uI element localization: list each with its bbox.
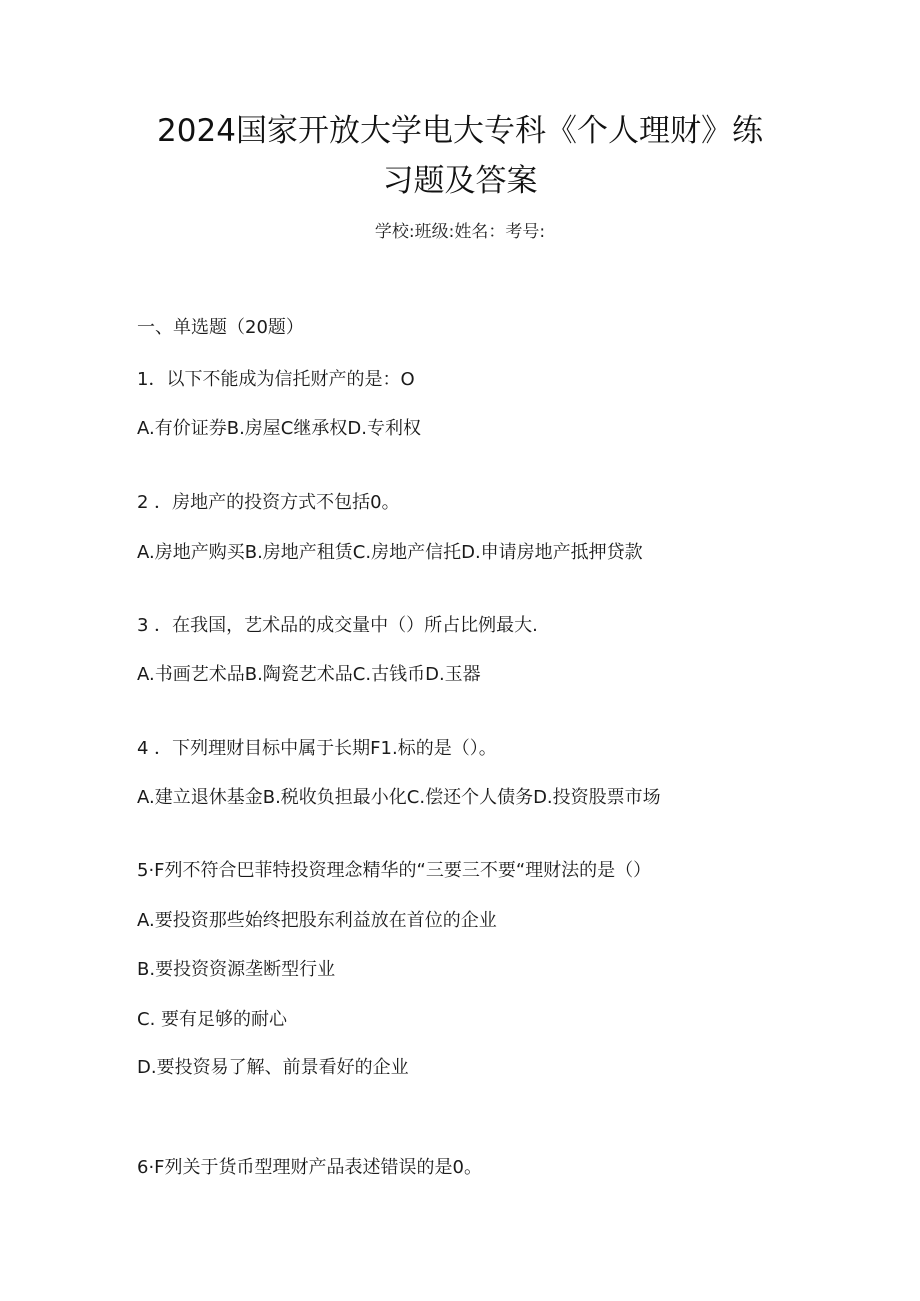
question-6-stem: 6·F列关于货币型理财产品表述错误的是0。: [137, 1157, 482, 1178]
student-info-line: 学校:班级:姓名：考号:: [374, 222, 546, 242]
question-3-options: A.书画艺术品B.陶瓷艺术品C.古钱币D.玉器: [137, 664, 481, 685]
document-title-line-2: 习题及答案: [382, 163, 538, 199]
question-4-stem: 4 ．下列理财目标中属于长期F1.标的是（）。: [137, 738, 497, 759]
question-1-stem: 1．以下不能成为信托财产的是：O: [137, 369, 415, 390]
question-5-option-d: D.要投资易了解、前景看好的企业: [137, 1057, 409, 1078]
question-2-stem: 2 ．房地产的投资方式不包括0。: [137, 492, 400, 513]
question-5-option-b: B.要投资资源垄断型行业: [137, 959, 336, 980]
question-2-options: A.房地产购买B.房地产租赁C.房地产信托D.申请房地产抵押贷款: [137, 542, 643, 563]
section-heading: 一、单选题（20题）: [137, 317, 304, 338]
question-5-option-a: A.要投资那些始终把股东利益放在首位的企业: [137, 910, 497, 931]
question-5-stem: 5·F列不符合巴菲特投资理念精华的“三要三不要“理财法的是（）: [137, 860, 652, 881]
question-4-options: A.建立退休基金B.税收负担最小化C.偿还个人债务D.投资股票市场: [137, 787, 661, 808]
question-3-stem: 3 ．在我国，艺术品的成交量中（）所占比例最大.: [137, 615, 538, 636]
document-title-line-1: 2024国家开放大学电大专科《个人理财》练: [157, 113, 763, 149]
question-1-options: A.有价证券B.房屋C继承权D.专利权: [137, 418, 421, 439]
question-5-option-c: C. 要有足够的耐心: [137, 1009, 288, 1030]
